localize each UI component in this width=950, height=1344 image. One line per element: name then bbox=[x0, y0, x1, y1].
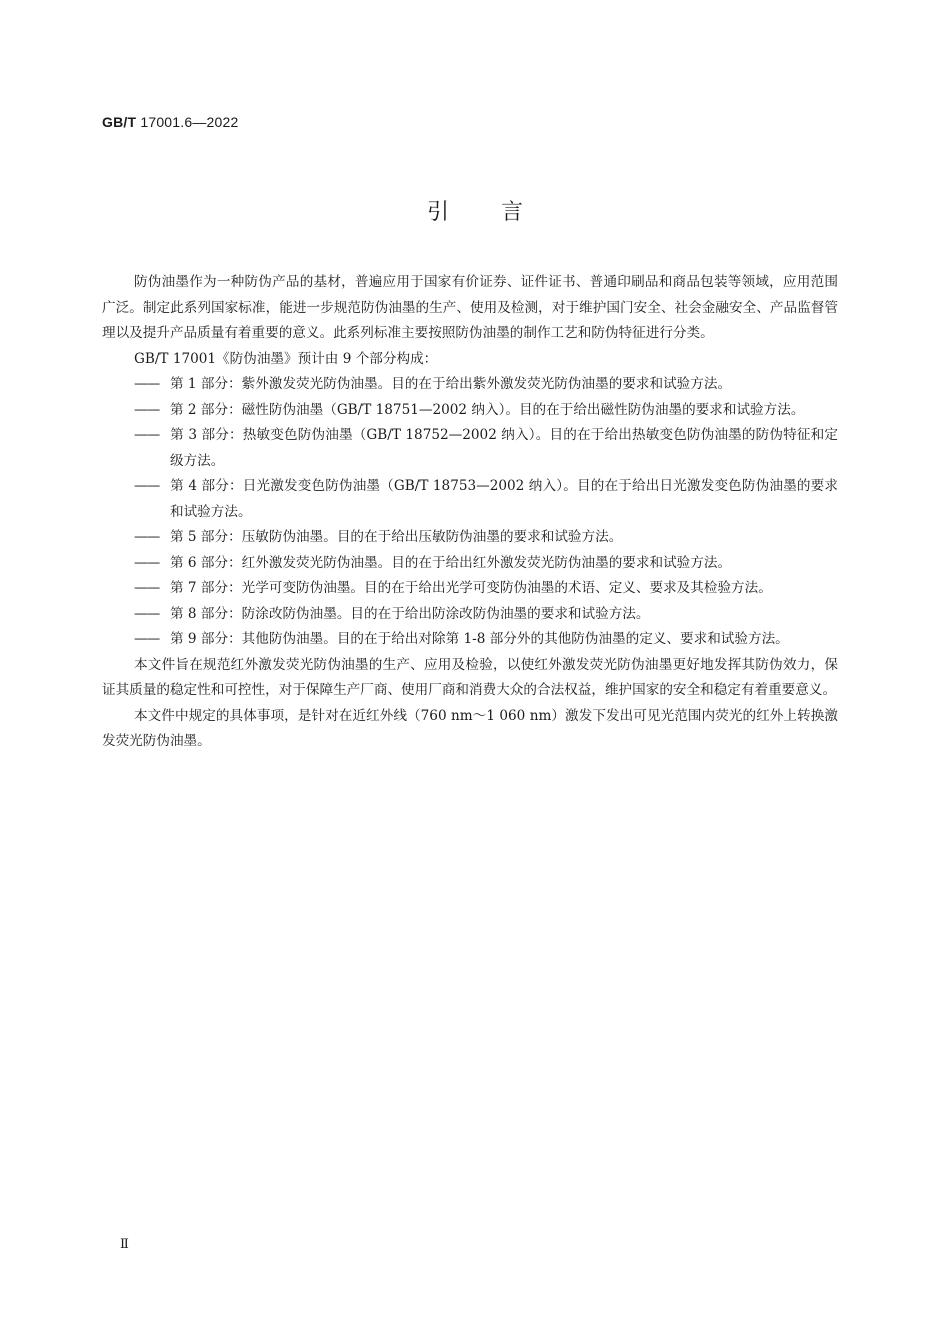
list-item-text: 第 3 部分：热敏变色防伪油墨（GB/T 18752—2002 纳入）。目的在于给出热敏变色防伪油墨的防伪特征和定级方法。 bbox=[170, 427, 838, 469]
list-item bbox=[102, 602, 838, 628]
list-item bbox=[102, 474, 838, 525]
list-item bbox=[102, 551, 838, 577]
dash-marker: —— bbox=[134, 580, 160, 596]
list-item bbox=[102, 372, 838, 398]
dash-marker: —— bbox=[134, 529, 160, 545]
dash-marker: —— bbox=[134, 554, 160, 571]
list-item-text: 第 7 部分：光学可变防伪油墨。目的在于给出光学可变防伪油墨的术语、定义、要求及其检验方法。 bbox=[170, 580, 772, 596]
document-body bbox=[102, 270, 838, 755]
intro-paragraph: GB/T 17001《防伪油墨》预计由 9 个部分构成： bbox=[134, 350, 438, 367]
dash-marker: —— bbox=[134, 605, 160, 622]
page-title: 引言 bbox=[426, 200, 575, 225]
list-item-text: 第 4 部分：日光激发变色防伪油墨（GB/T 18753—2002 纳入）。目的在于给出日光激发变色防伪油墨的要求和试验方法。 bbox=[170, 478, 838, 520]
list-item bbox=[102, 398, 838, 424]
list-item bbox=[102, 576, 838, 602]
intro-paragraph: 防伪油墨作为一种防伪产品的基材，普遍应用于国家有价证券、证件证书、普通印刷品和商品包装等领域，应用范围广泛。制定此系列国家标准，能进一步规范防伪油墨的生产、使用及检测，对于维护国门安全、社会金融安全、产品监督管理以及提升产品质量有着重要的意义。此系列标准主要按照防伪油墨的制作工艺和防伪特征进行分类。 bbox=[102, 274, 838, 341]
list-item-text: 第 6 部分：红外激发荧光防伪油墨。目的在于给出红外激发荧光防伪油墨的要求和试验方法。 bbox=[170, 554, 732, 571]
dash-marker: —— bbox=[134, 376, 160, 392]
outro-paragraph: 本文件中规定的具体事项，是针对在近红外线（760 nm～1 060 nm）激发下发出可见光范围内荧光的红外上转换激发荧光防伪油墨。 bbox=[102, 707, 838, 749]
list-item bbox=[102, 525, 838, 551]
standard-number: 17001.6—2022 bbox=[140, 114, 239, 130]
list-item-text: 第 1 部分：紫外激发荧光防伪油墨。目的在于给出紫外激发荧光防伪油墨的要求和试验方法。 bbox=[170, 376, 732, 392]
standard-code: GB/T bbox=[102, 114, 137, 130]
dash-marker: —— bbox=[134, 631, 160, 647]
dash-marker: —— bbox=[134, 401, 160, 418]
list-item-text: 第 5 部分：压敏防伪油墨。目的在于给出压敏防伪油墨的要求和试验方法。 bbox=[170, 529, 623, 545]
list-item-text: 第 9 部分：其他防伪油墨。目的在于给出对除第 1-8 部分外的其他防伪油墨的定义、要求和试验方法。 bbox=[170, 631, 789, 647]
list-item bbox=[102, 423, 838, 474]
list-item-text: 第 8 部分：防涂改防伪油墨。目的在于给出防涂改防伪油墨的要求和试验方法。 bbox=[170, 605, 650, 622]
list-item bbox=[102, 627, 838, 653]
dash-marker: —— bbox=[134, 478, 160, 494]
page-number: Ⅱ bbox=[120, 1237, 129, 1252]
dash-marker: —— bbox=[134, 427, 160, 443]
standard-header bbox=[102, 114, 239, 130]
outro-paragraph: 本文件旨在规范红外激发荧光防伪油墨的生产、应用及检验，以使红外激发荧光防伪油墨更好地发挥其防伪效力，保证其质量的稳定性和可控性，对于保障生产厂商、使用厂商和消费大众的合法权益，维护国家的安全和稳定有着重要意义。 bbox=[102, 656, 838, 698]
list-item-text: 第 2 部分：磁性防伪油墨（GB/T 18751—2002 纳入）。目的在于给出磁性防伪油墨的要求和试验方法。 bbox=[170, 401, 805, 418]
